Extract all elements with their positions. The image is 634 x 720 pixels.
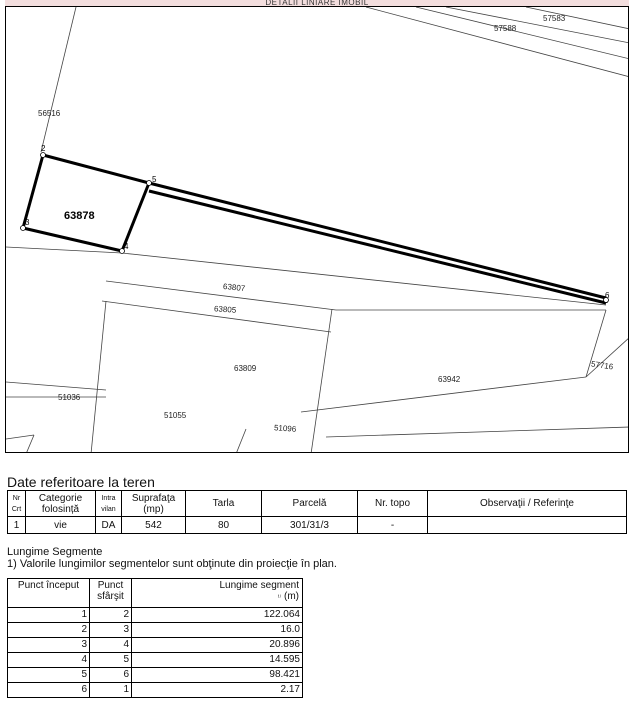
table-cell: 5	[8, 668, 90, 683]
table-cell: 1	[90, 683, 132, 698]
header-cell	[132, 579, 303, 608]
point-label: 4	[124, 242, 129, 251]
table-row	[8, 668, 303, 683]
table-cell: 2	[8, 623, 90, 638]
table-cell: 3	[8, 638, 90, 653]
parcel-label: 51055	[164, 411, 187, 420]
table-cell: 2	[90, 608, 132, 623]
point-label: 6	[605, 291, 610, 300]
teren-section-title: Date referitoare la teren	[7, 474, 155, 490]
header-title: DETALII LINIARE IMOBIL	[265, 0, 369, 6]
table-cell: 16.0	[132, 623, 303, 638]
segments-header-row	[8, 579, 303, 608]
point-label: 5	[152, 175, 157, 184]
table-cell	[428, 517, 627, 534]
header-cell: Intra vilan	[96, 491, 122, 517]
table-cell: 2.17	[132, 683, 303, 698]
teren-header-row	[8, 491, 627, 517]
segments-note: 1) Valorile lungimilor segmentelor sunt obţinute din proiecţie în plan.	[7, 558, 337, 570]
header-cell: Punct început	[8, 579, 90, 608]
table-cell: 6	[90, 668, 132, 683]
unit-prefix: ¹⁾	[277, 595, 282, 601]
parcel-label: 57588	[494, 24, 517, 33]
parcel-label: 56516	[38, 109, 61, 118]
segments-table	[7, 578, 303, 698]
table-cell: 1	[8, 517, 26, 534]
header-cell: Parcelă	[262, 491, 358, 517]
table-cell: 542	[122, 517, 186, 534]
parcel-label: 57716	[590, 359, 614, 372]
teren-table	[7, 490, 627, 534]
table-row	[8, 623, 303, 638]
parcel-label: 63809	[234, 364, 257, 373]
point-label: 3	[25, 218, 30, 227]
table-cell: 122.064	[132, 608, 303, 623]
map-drawing	[6, 7, 629, 453]
length-header-label: Lungime segment	[219, 580, 299, 591]
table-cell: 14.595	[132, 653, 303, 668]
table-cell: 1	[8, 608, 90, 623]
table-cell: 4	[8, 653, 90, 668]
main-parcel-label: 63878	[64, 210, 95, 222]
table-row	[8, 653, 303, 668]
parcel-label: 51096	[273, 423, 297, 434]
table-row	[8, 638, 303, 653]
table-cell: 3	[90, 623, 132, 638]
point-label: 2	[41, 144, 46, 153]
table-row	[8, 608, 303, 623]
table-cell: 20.896	[132, 638, 303, 653]
segments-title: Lungime Segmente	[7, 546, 103, 558]
table-cell: 80	[186, 517, 262, 534]
parcel-label: 63807	[222, 281, 246, 294]
header-cell: Punct sfârşit	[90, 579, 132, 608]
table-cell: 4	[90, 638, 132, 653]
table-cell: 301/31/3	[262, 517, 358, 534]
table-cell: vie	[26, 517, 96, 534]
parcel-label: 51036	[58, 393, 81, 402]
table-row	[8, 683, 303, 698]
table-cell: -	[358, 517, 428, 534]
unit-label: (m)	[284, 591, 299, 602]
table-cell: 98.421	[132, 668, 303, 683]
header-cell: Suprafaţa (mp)	[122, 491, 186, 517]
header-cell: Nr Crt	[8, 491, 26, 517]
header-cell: Categorie folosință	[26, 491, 96, 517]
table-cell: 5	[90, 653, 132, 668]
header-cell: Tarla	[186, 491, 262, 517]
table-cell: DA	[96, 517, 122, 534]
table-cell: 6	[8, 683, 90, 698]
cadastral-map	[5, 6, 629, 453]
header-cell: Observaţii / Referinţe	[428, 491, 627, 517]
parcel-label: 63942	[438, 375, 461, 384]
header-cell: Nr. topo	[358, 491, 428, 517]
parcel-label: 57583	[543, 14, 566, 23]
teren-data-row	[8, 517, 627, 534]
parcel-label: 63805	[213, 304, 237, 315]
